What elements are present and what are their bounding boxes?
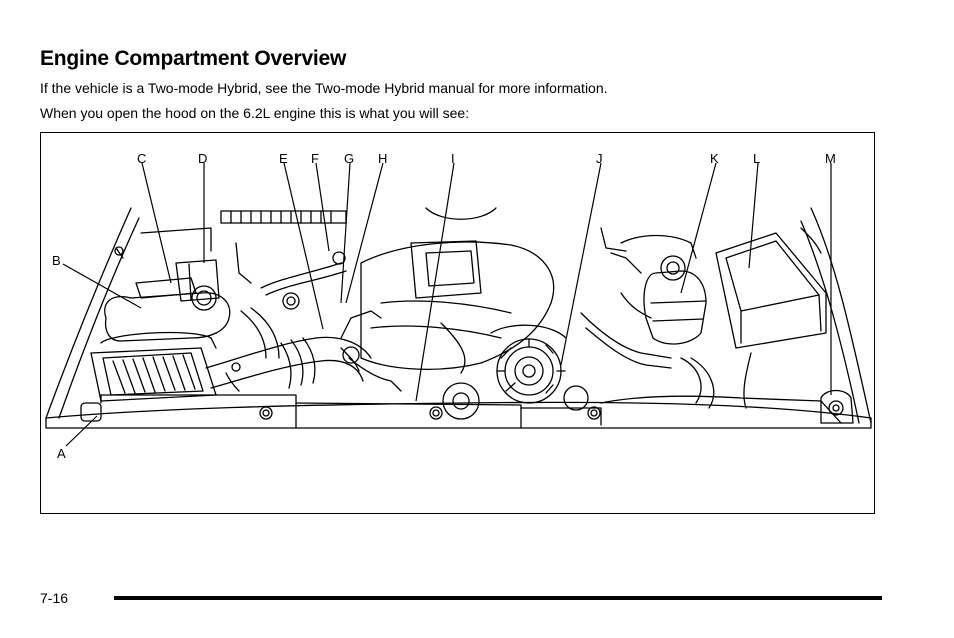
callout-f: F xyxy=(311,151,319,166)
callout-i: I xyxy=(451,151,455,166)
callout-k: K xyxy=(710,151,719,166)
hybrid-note: If the vehicle is a Two-mode Hybrid, see the Two-mode Hybrid manual for more information. xyxy=(40,80,608,96)
callout-j: J xyxy=(596,151,603,166)
callout-g: G xyxy=(344,151,355,166)
callout-a: A xyxy=(57,446,66,461)
callout-c: C xyxy=(137,151,147,166)
callout-e: E xyxy=(279,151,288,166)
page-title: Engine Compartment Overview xyxy=(40,47,347,70)
intro-text: When you open the hood on the 6.2L engine this is what you will see: xyxy=(40,105,470,121)
callout-m: M xyxy=(825,151,836,166)
engine-compartment-illustration xyxy=(40,132,875,514)
callout-h: H xyxy=(378,151,388,166)
footer-rule xyxy=(114,596,882,600)
page-number: 7-16 xyxy=(40,590,69,606)
callout-l: L xyxy=(753,151,761,166)
callout-d: D xyxy=(198,151,208,166)
callout-b: B xyxy=(52,253,61,268)
